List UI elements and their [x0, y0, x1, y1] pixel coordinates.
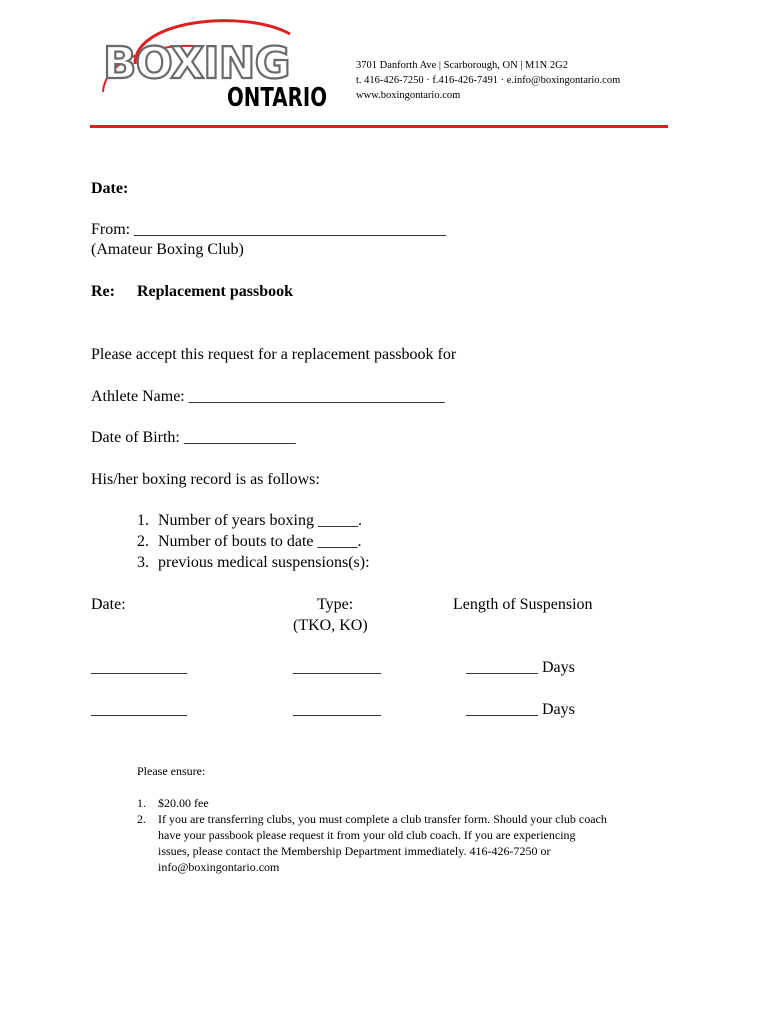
row-length-blank: _________ Days [466, 701, 575, 718]
logo-text-ontario: ONTARIO [227, 83, 327, 113]
date-of-birth-line: Date of Birth: ______________ [91, 429, 296, 446]
logo-text-boxing: BOXING [103, 38, 290, 89]
note-number: 2. [137, 812, 146, 826]
note-transfer-line: If you are transferring clubs, you must complete a club transfer form. Should your club coach [158, 812, 607, 826]
row-date-blank: ____________ [91, 701, 187, 718]
row-length-blank: _________ Days [466, 659, 575, 676]
note-transfer-line: issues, please contact the Membership Department immediately. 416-426-7250 or [158, 844, 551, 858]
re-subject: Replacement passbook [137, 283, 294, 300]
date-label: Date: [91, 180, 129, 197]
note-transfer-line: have your passbook please request it from your old club coach. If you are experiencing [158, 828, 576, 842]
header-address: 3701 Danforth Ave | Scarborough, ON | M1N 2G2 [356, 60, 568, 71]
boxing-ontario-logo [95, 14, 335, 114]
note-number: 1. [137, 796, 146, 810]
record-item-number: 1. [137, 512, 149, 529]
record-item-suspensions: previous medical suspensions(s): [158, 554, 370, 571]
record-item-number: 2. [137, 533, 149, 550]
row-date-blank: ____________ [91, 659, 187, 676]
row-type-blank: ___________ [293, 659, 381, 676]
header-website: www.boxingontario.com [356, 90, 461, 101]
column-header-type-values: (TKO, KO) [293, 617, 368, 634]
record-intro: His/her boxing record is as follows: [91, 471, 320, 488]
club-note: (Amateur Boxing Club) [91, 241, 244, 258]
note-transfer-line: info@boxingontario.com [158, 860, 280, 874]
record-item-bouts: Number of bouts to date _____. [158, 533, 362, 550]
record-item-number: 3. [137, 554, 149, 571]
column-header-length: Length of Suspension [453, 596, 593, 613]
notes-heading: Please ensure: [137, 764, 206, 778]
header-divider [90, 125, 668, 128]
from-line: From: _______________________________________ [91, 221, 447, 238]
athlete-name-line: Athlete Name: ________________________________ [91, 388, 445, 405]
note-fee: $20.00 fee [158, 796, 209, 810]
request-text: Please accept this request for a replacement passbook for [91, 346, 457, 363]
column-header-type: Type: [317, 596, 354, 613]
header-contact: t. 416-426-7250 · f.416-426-7491 · e.info@boxingontario.com [356, 75, 621, 86]
column-header-date: Date: [91, 596, 126, 613]
record-item-years: Number of years boxing _____. [158, 512, 362, 529]
row-type-blank: ___________ [293, 701, 381, 718]
re-label: Re: [91, 283, 115, 300]
